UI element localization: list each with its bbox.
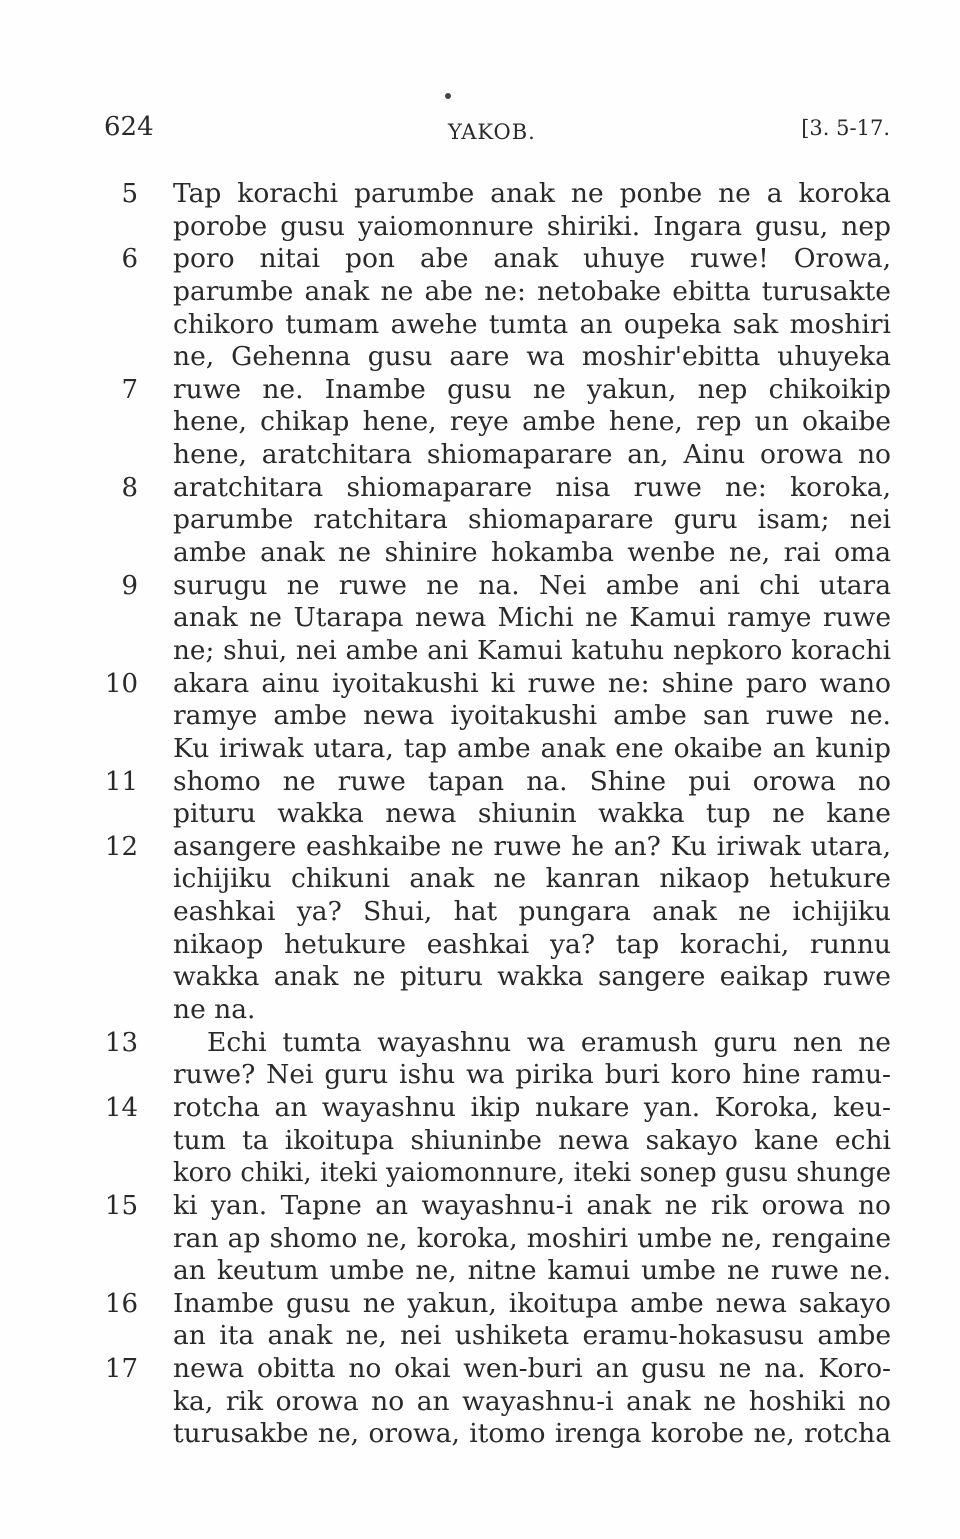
text-line	[0, 1353, 960, 1386]
running-title: YAKOB.	[448, 120, 536, 144]
line-text: ran ap shomo ne, koroka, moshiri umbe ne, rengaine	[173, 1222, 891, 1254]
text-line	[0, 798, 960, 831]
text-line	[0, 635, 960, 668]
text-line	[0, 1223, 960, 1256]
text-line	[0, 1059, 960, 1092]
text-line	[0, 733, 960, 766]
line-text: ruwe ne. Inambe gusu ne yakun, nep chikoikip	[173, 373, 891, 405]
line-text: poro nitai pon abe anak uhuye ruwe! Orowa,	[173, 243, 891, 275]
text-line	[0, 276, 960, 309]
text-line	[0, 700, 960, 733]
body-text	[0, 178, 960, 1451]
verse-number: 7	[121, 374, 138, 405]
line-text: wakka anak ne pituru wakka sangere eaikap ruwe	[173, 961, 891, 993]
line-text: ne na.	[173, 994, 256, 1026]
text-line	[0, 1190, 960, 1223]
text-line	[0, 1288, 960, 1321]
text-line	[0, 374, 960, 407]
text-line	[0, 831, 960, 864]
verse-number: 14	[104, 1092, 138, 1123]
verse-number: 12	[104, 831, 138, 862]
line-text: ichijiku chikuni anak ne kanran nikaop hetukure	[173, 863, 891, 895]
text-line	[0, 668, 960, 701]
text-line	[0, 309, 960, 342]
line-text: surugu ne ruwe ne na. Nei ambe ani chi utara	[173, 569, 891, 601]
line-text: ramye ambe newa iyoitakushi ambe san ruwe ne.	[173, 700, 891, 732]
text-line	[0, 602, 960, 635]
text-line	[0, 178, 960, 211]
verse-number: 13	[104, 1027, 138, 1058]
line-text: ruwe? Nei guru ishu wa pirika buri koro hine ramu-	[173, 1059, 891, 1091]
line-text: anak ne Utarapa newa Michi ne Kamui ramye ruwe	[173, 602, 891, 634]
line-text: nikaop hetukure eashkai ya? tap korachi, runnu	[173, 928, 891, 960]
text-line	[0, 929, 960, 962]
line-text: pituru wakka newa shiunin wakka tup ne kane	[173, 798, 891, 830]
verse-number: 15	[104, 1190, 138, 1221]
verse-number: 11	[104, 766, 138, 797]
line-text: ki yan. Tapne an wayashnu-i anak ne rik orowa no	[173, 1189, 891, 1221]
text-line	[0, 1255, 960, 1288]
line-text: hene, chikap hene, reye ambe hene, rep un okaibe	[173, 406, 891, 438]
line-text: porobe gusu yaiomonnure shiriki. Ingara gusu, nep	[173, 210, 891, 242]
text-line	[0, 1027, 960, 1060]
line-text: hene, aratchitara shiomaparare an, Ainu orowa no	[173, 439, 891, 471]
verse-number: 8	[121, 472, 138, 503]
text-line	[0, 1157, 960, 1190]
line-text: an ita anak ne, nei ushiketa eramu-hokasusu ambe	[173, 1320, 891, 1352]
verse-number: 6	[121, 244, 138, 275]
verse-number: 10	[104, 668, 138, 699]
text-line	[0, 1386, 960, 1419]
text-line	[0, 766, 960, 799]
chapter-verse-reference: [3. 5-17.	[801, 116, 890, 140]
text-line	[0, 1125, 960, 1158]
line-text: asangere eashkaibe ne ruwe he an? Ku iriwak utara,	[173, 830, 891, 862]
verse-number: 5	[121, 179, 138, 209]
verse-number: 16	[104, 1288, 138, 1319]
text-line	[0, 537, 960, 570]
text-line	[0, 406, 960, 439]
text-line	[0, 341, 960, 374]
line-text: Ku iriwak utara, tap ambe anak ene okaibe an kunip	[173, 732, 891, 764]
line-text: ambe anak ne shinire hokamba wenbe ne, rai oma	[173, 537, 891, 569]
text-line	[0, 504, 960, 537]
line-text: ka, rik orowa no an wayashnu-i anak ne hoshiki no	[173, 1385, 891, 1417]
verse-number: 9	[121, 570, 138, 601]
text-line	[0, 243, 960, 276]
text-line	[0, 994, 960, 1027]
line-text: newa obitta no okai wen-buri an gusu ne na. Koro-	[173, 1353, 891, 1385]
text-line	[0, 1320, 960, 1353]
line-text: aratchitara shiomaparare nisa ruwe ne: koroka,	[173, 471, 891, 503]
print-speck	[445, 93, 451, 99]
page-number: 624	[104, 112, 154, 142]
line-text: shomo ne ruwe tapan na. Shine pui orowa no	[173, 765, 891, 797]
line-text: ne; shui, nei ambe ani Kamui katuhu nepkoro korachi	[173, 635, 891, 666]
line-text: rotcha an wayashnu ikip nukare yan. Koroka, keu-	[173, 1091, 891, 1123]
line-text: parumbe anak ne abe ne: netobake ebitta turusakte	[173, 275, 891, 307]
text-line	[0, 1418, 960, 1451]
verse-number: 17	[104, 1354, 138, 1385]
line-text: turusakbe ne, orowa, itomo irenga korobe ne, rotcha	[173, 1418, 891, 1450]
line-text: an keutum umbe ne, nitne kamui umbe ne ruwe ne.	[173, 1255, 891, 1287]
text-line	[0, 439, 960, 472]
line-text: eashkai ya? Shui, hat pungara anak ne ichijiku	[173, 896, 891, 928]
text-line	[0, 472, 960, 505]
text-line	[0, 896, 960, 929]
text-line	[0, 211, 960, 244]
line-text: koro chiki, iteki yaiomonnure, iteki sonep gusu shunge	[173, 1158, 891, 1189]
line-text: chikoro tumam awehe tumta an oupeka sak moshiri	[173, 308, 891, 340]
text-line	[0, 961, 960, 994]
line-text: Inambe gusu ne yakun, ikoitupa ambe newa sakayo	[173, 1287, 891, 1319]
line-text: akara ainu iyoitakushi ki ruwe ne: shine paro wano	[173, 667, 891, 699]
line-text: parumbe ratchitara shiomaparare guru isam; nei	[173, 504, 891, 536]
text-line	[0, 863, 960, 896]
line-text: tum ta ikoitupa shiuninbe newa sakayo kane echi	[173, 1124, 891, 1156]
line-text: Echi tumta wayashnu wa eramush guru nen ne	[207, 1026, 891, 1058]
text-line	[0, 570, 960, 603]
line-text: ne, Gehenna gusu aare wa moshir'ebitta uhuyeka	[173, 341, 891, 373]
line-text: Tap korachi parumbe anak ne ponbe ne a koroka	[173, 178, 891, 209]
page-header	[104, 112, 890, 152]
text-line	[0, 1092, 960, 1125]
